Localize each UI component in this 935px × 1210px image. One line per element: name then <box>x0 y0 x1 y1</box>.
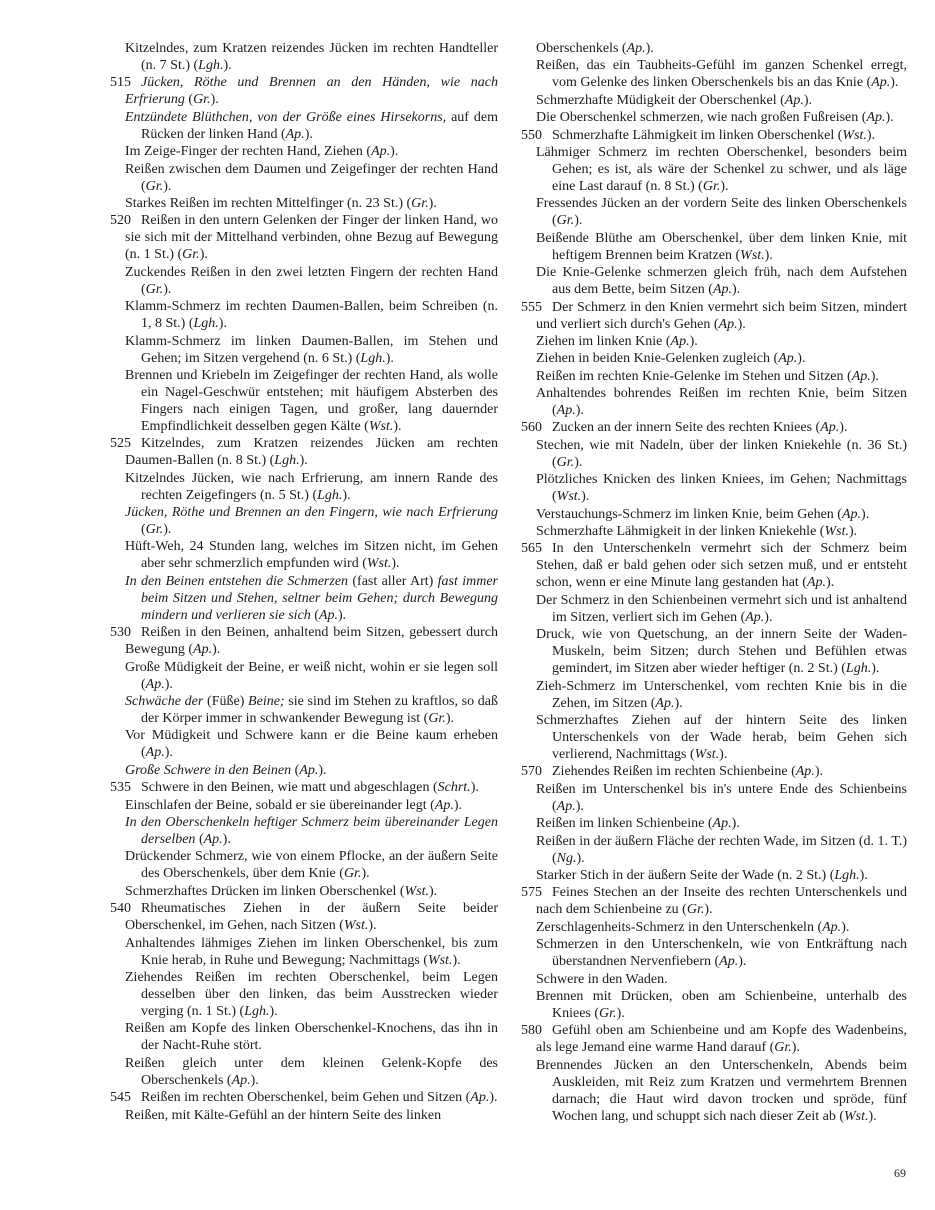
entry-number: 515 <box>110 75 131 91</box>
symptom-entry: Reißen gleich unter dem kleinen Gelenk-Kopfe des Oberschenkels (Ap.). <box>125 1055 498 1088</box>
symptom-entry: Reißen zwischen dem Daumen und Zeigefinger der rechten Hand (Gr.). <box>125 161 498 194</box>
symptom-entry: Große Müdigkeit der Beine, er weiß nicht, wohin er sie legen soll (Ap.). <box>125 659 498 692</box>
entry-number: 550 <box>521 127 542 143</box>
symptom-entry: Plötzliches Knicken des linken Kniees, im Gehen; Nachmittags (Wst.). <box>536 472 907 505</box>
entry-number: 545 <box>110 1090 131 1106</box>
symptom-entry <box>517 419 907 436</box>
symptom-entry: Die Knie-Gelenke schmerzen gleich früh, nach dem Aufstehen aus dem Bette, beim Sitzen (Ap.). <box>536 265 907 298</box>
symptom-entry: Drückender Schmerz, wie von einem Pflocke, an der äußern Seite des Oberschenkels, über dem Knie (Gr.). <box>125 849 498 882</box>
symptom-entry: Starker Stich in der äußern Seite der Wade (n. 2 St.) (Lgh.). <box>536 867 868 883</box>
symptom-entry: Die Oberschenkel schmerzen, wie nach großen Fußreisen (Ap.). <box>536 110 894 126</box>
symptom-entry: Verstauchungs-Schmerz im linken Knie, beim Gehen (Ap.). <box>536 506 870 522</box>
symptom-entry: Schmerzhafte Müdigkeit der Oberschenkel (Ap.). <box>536 92 813 108</box>
symptom-entry: Reißen am Kopfe des linken Oberschenkel-Knochens, das ihn in der Nacht-Ruhe stört. <box>125 1021 498 1054</box>
symptom-entry: Klamm-Schmerz im rechten Daumen-Ballen, beim Schreiben (n. 1, 8 St.) (Lgh.). <box>125 299 498 332</box>
entry-text: Schmerzhafte Lähmigkeit im linken Oberschenkel (Wst.). <box>552 127 876 143</box>
symptom-entry: Anhaltendes bohrendes Reißen im rechten Knie, beim Sitzen (Ap.). <box>536 386 907 419</box>
symptom-entry <box>106 212 498 263</box>
entry-text: Gefühl oben am Schienbeine und am Kopfe des Wadenbeins, als lege Jemand eine warme Hand darauf (Gr.). <box>536 1023 907 1056</box>
page-number: 69 <box>894 1166 906 1180</box>
symptom-entry: Zuckendes Reißen in den zwei letzten Fingern der rechten Hand (Gr.). <box>125 264 498 297</box>
entry-number: 540 <box>110 901 131 917</box>
symptom-entry: Zieh-Schmerz im Unterschenkel, vom rechten Knie bis in die Zehen, im Sitzen (Ap.). <box>536 678 907 711</box>
symptom-entry: Fressendes Jücken an der vordern Seite des linken Oberschenkels (Gr.). <box>536 196 907 229</box>
symptom-entry: Druck, wie von Quetschung, an der innern Seite der Waden-Muskeln, beim Sitzen; durch Stehen und Befühlen etwas gemindert, im Sitzen aber wieder heftiger (n. 2 St.) (Lgh.). <box>536 627 907 677</box>
entry-number: 575 <box>521 885 542 901</box>
symptom-entry <box>517 1022 907 1056</box>
symptom-entry <box>106 74 498 108</box>
entry-number: 525 <box>110 436 131 452</box>
symptom-entry: Entzündete Blüthchen, von der Größe eines Hirsekorns, auf dem Rücken der linken Hand (Ap.). <box>125 109 498 142</box>
symptom-entry: Reißen im linken Schienbeine (Ap.). <box>536 816 740 832</box>
symptom-entry <box>106 900 498 934</box>
symptom-entry: Im Zeige-Finger der rechten Hand, Ziehen (Ap.). <box>125 144 399 160</box>
symptom-entry <box>106 779 498 796</box>
entry-number: 565 <box>521 541 542 557</box>
symptom-entry: Brennen mit Drücken, oben am Schienbeine, unterhalb des Kniees (Gr.). <box>536 988 907 1021</box>
symptom-entry: Starkes Reißen im rechten Mittelfinger (n. 23 St.) (Gr.). <box>125 195 437 211</box>
symptom-entry <box>517 884 907 918</box>
symptom-entry: Zerschlagenheits-Schmerz in den Unterschenkeln (Ap.). <box>536 919 850 935</box>
symptom-entry: Reißen im Unterschenkel bis in's untere Ende des Schienbeins (Ap.). <box>536 781 907 814</box>
entry-number: 560 <box>521 420 542 436</box>
symptom-entry: Reißen im rechten Knie-Gelenke im Stehen und Sitzen (Ap.). <box>536 368 879 384</box>
symptom-entry: Ziehendes Reißen im rechten Oberschenkel, beim Legen desselben über den linken, das beim Ausstrecken wieder verging (n. 1 St.) (Lgh.). <box>125 969 498 1019</box>
symptom-entry: Anhaltendes lähmiges Ziehen im linken Oberschenkel, bis zum Knie herab, in Ruhe und Bewegung; Nachmittags (Wst.). <box>125 935 498 968</box>
symptom-entry: Brennendes Jücken an den Unterschenkeln, Abends beim Auskleiden, mit Reiz zum Kratzen und vermehrtem Brennen darnach; die Haut wird davon trocken und spröde, fünf Wochen lang, und schuppt sich nach dieser Zeit ab (Wst.). <box>536 1057 907 1124</box>
symptom-entry: Ziehen in beiden Knie-Gelenken zugleich (Ap.). <box>536 351 806 367</box>
entry-text: Zucken an der innern Seite des rechten Kniees (Ap.). <box>552 420 848 436</box>
right-column <box>517 40 907 1125</box>
symptom-entry <box>106 435 498 469</box>
symptom-entry: Jücken, Röthe und Brennen an den Fingern, wie nach Erfrierung (Gr.). <box>125 505 498 538</box>
symptom-entry <box>106 1089 498 1106</box>
symptom-entry: Brennen und Kriebeln im Zeigefinger der rechten Hand, als wolle ein Nagel-Geschwür entstehen; mit häufigem Absterben des Fingers nach einigen Tagen, und großer, lang dauernder Empfindlichkeit desselben gegen Kälte (Wst.). <box>125 367 498 434</box>
entry-number: 555 <box>521 299 542 315</box>
symptom-entry: Beißende Blüthe am Oberschenkel, über dem linken Knie, mit heftigem Brennen beim Kratzen (Wst.). <box>536 230 907 263</box>
entry-text: Rheumatisches Ziehen in der äußern Seite beider Oberschenkel, im Gehen, nach Sitzen (Wst.). <box>125 901 498 934</box>
left-column <box>106 40 498 1124</box>
symptom-entry: Schmerzhaftes Ziehen auf der hintern Seite des linken Unterschenkels von der Wade herab, beim Gehen sich verlierend, Nachmittags (Wst.). <box>536 712 907 762</box>
symptom-entry: Der Schmerz in den Schienbeinen vermehrt sich und ist anhaltend im Sitzen, verliert sich im Gehen (Ap.). <box>536 592 907 625</box>
symptom-entry: Oberschenkels (Ap.). <box>536 41 654 56</box>
symptom-entry: Schmerzen in den Unterschenkeln, wie von Entkräftung nach überstandnen Nervenfiebern (Ap.). <box>536 937 907 970</box>
symptom-entry <box>106 624 498 658</box>
entry-number: 580 <box>521 1023 542 1039</box>
entry-number: 535 <box>110 780 131 796</box>
entry-number: 530 <box>110 625 131 641</box>
symptom-entry: Schwere in den Waden. <box>536 971 668 987</box>
symptom-entry: Klamm-Schmerz im linken Daumen-Ballen, im Stehen und Gehen; im Sitzen vergehend (n. 6 St.) (Lgh.). <box>125 333 498 366</box>
entry-text: Der Schmerz in den Knien vermehrt sich beim Sitzen, mindert und verliert sich durch's Gehen (Ap.). <box>536 299 907 332</box>
entry-text: Reißen in den untern Gelenken der Finger der linken Hand, wo sie sich mit der Mittelhand verbinden, ohne Bezug auf Bewegung (n. 1 St.) (Gr.). <box>125 213 498 263</box>
symptom-entry <box>517 540 907 591</box>
entry-text: Kitzelndes, zum Kratzen reizendes Jücken am rechten Daumen-Ballen (n. 8 St.) (Lgh.). <box>125 436 498 469</box>
symptom-entry <box>517 763 907 780</box>
symptom-entry: Schmerzhafte Lähmigkeit in der linken Kniekehle (Wst.). <box>536 524 858 540</box>
symptom-entry: Kitzelndes, zum Kratzen reizendes Jücken im rechten Handteller (n. 7 St.) (Lgh.). <box>125 41 498 73</box>
symptom-entry <box>517 299 907 333</box>
symptom-entry <box>517 127 907 144</box>
entry-text: Reißen in den Beinen, anhaltend beim Sitzen, gebessert durch Bewegung (Ap.). <box>125 625 498 658</box>
entry-text: Reißen im rechten Oberschenkel, beim Gehen und Sitzen (Ap.). <box>141 1090 498 1106</box>
symptom-entry: Lähmiger Schmerz im rechten Oberschenkel, besonders beim Gehen; es ist, als wäre der Schenkel zu schwer, und als läge eine Last darauf (n. 8 St.) (Gr.). <box>536 144 907 194</box>
symptom-entry: Reißen, mit Kälte-Gefühl an der hintern Seite des linken <box>125 1107 442 1123</box>
entry-number: 520 <box>110 213 131 229</box>
symptom-entry: Einschlafen der Beine, sobald er sie übereinander legt (Ap.). <box>125 797 463 813</box>
symptom-entry: Reißen in der äußern Fläche der rechten Wade, im Sitzen (d. 1. T.) (Ng.). <box>536 833 907 866</box>
symptom-entry: In den Oberschenkeln heftiger Schmerz beim übereinander Legen derselben (Ap.). <box>125 814 498 847</box>
symptom-entry: Schmerzhaftes Drücken im linken Oberschenkel (Wst.). <box>125 883 438 899</box>
symptom-entry: Schwäche der (Füße) Beine; sie sind im Stehen zu kraftlos, so daß der Körper immer in schwankender Bewegung ist (Gr.). <box>125 694 498 727</box>
entry-text: Ziehendes Reißen im rechten Schienbeine (Ap.). <box>552 764 823 780</box>
entry-text: In den Unterschenkeln vermehrt sich der Schmerz beim Stehen, daß er bald gehen oder sich setzen muß, und er entsteht schon, wenn er eine Minute lang gestanden hat (Ap.). <box>536 541 907 591</box>
symptom-entry: Kitzelndes Jücken, wie nach Erfrierung, am innern Rande des rechten Zeigefingers (n. 5 St.) (Lgh.). <box>125 470 498 503</box>
entry-text: Jücken, Röthe und Brennen an den Händen, wie nach Erfrierung (Gr.). <box>125 75 498 108</box>
symptom-entry: Ziehen im linken Knie (Ap.). <box>536 333 698 349</box>
symptom-entry: Vor Müdigkeit und Schwere kann er die Beine kaum erheben (Ap.). <box>125 728 498 761</box>
entry-text: Schwere in den Beinen, wie matt und abgeschlagen (Schrt.). <box>141 780 479 796</box>
entry-text: Feines Stechen an der Inseite des rechten Unterschenkels und nach dem Schienbeine zu (Gr.). <box>536 885 907 918</box>
entry-number: 570 <box>521 764 542 780</box>
symptom-entry: Hüft-Weh, 24 Stunden lang, welches im Sitzen nicht, im Gehen aber sehr schmerzlich empfunden wird (Wst.). <box>125 539 498 572</box>
symptom-entry: In den Beinen entstehen die Schmerzen (fast aller Art) fast immer beim Sitzen und Stehen, seltner beim Gehen; durch Bewegung mindern und verlieren sie sich (Ap.). <box>125 573 499 623</box>
symptom-entry: Große Schwere in den Beinen (Ap.). <box>125 762 327 778</box>
symptom-entry: Stechen, wie mit Nadeln, über der linken Kniekehle (n. 36 St.) (Gr.). <box>536 437 907 470</box>
symptom-entry: Reißen, das ein Taubheits-Gefühl im ganzen Schenkel erregt, vom Gelenke des linken Oberschenkels bis an das Knie (Ap.). <box>536 58 907 91</box>
